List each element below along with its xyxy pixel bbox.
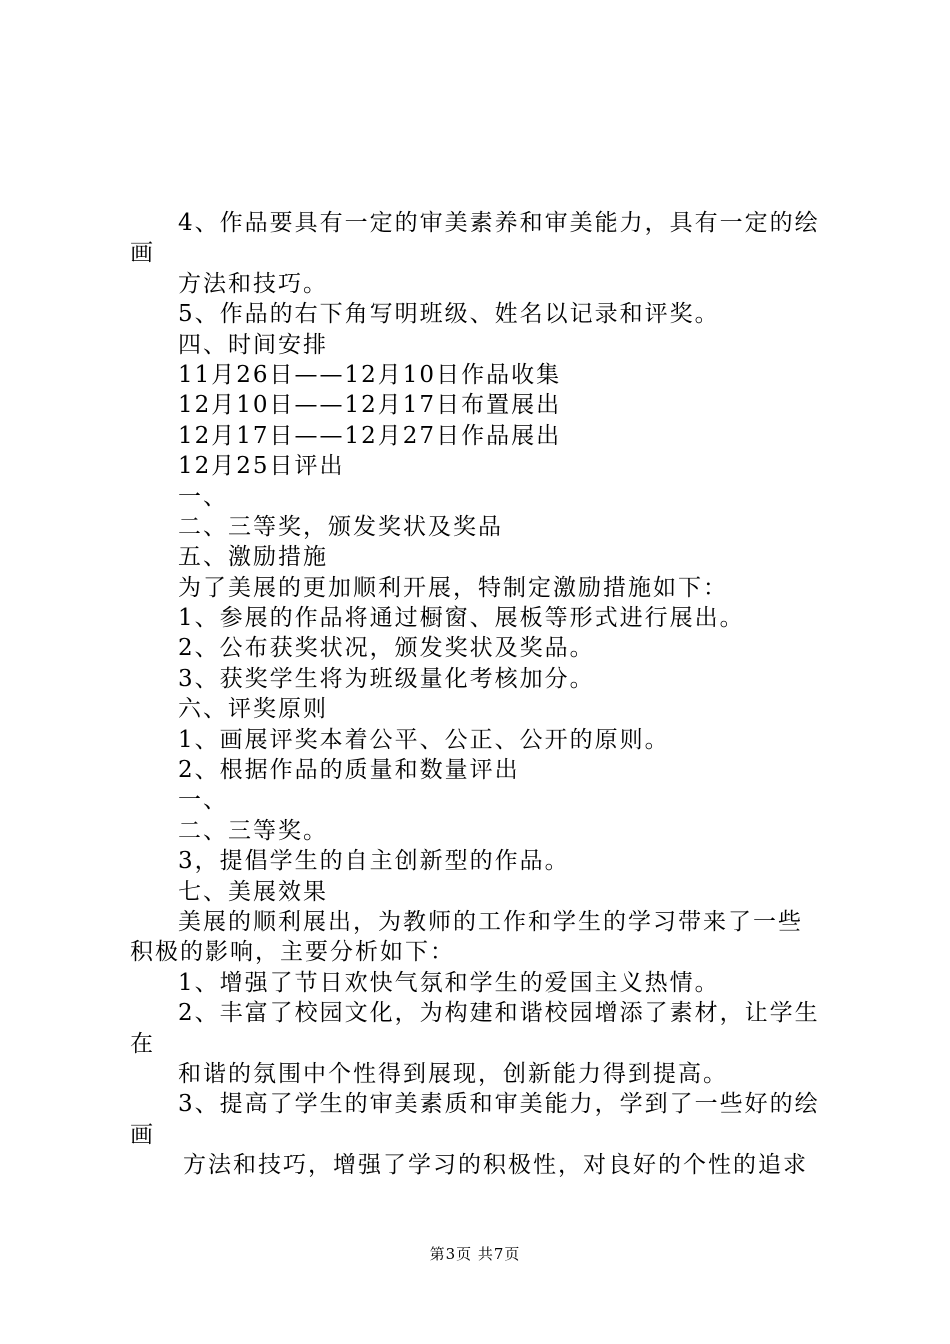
- text-line: 二、三等奖。: [178, 817, 328, 844]
- text-line: 画: [130, 240, 155, 267]
- text-line: 画: [130, 1121, 155, 1148]
- text-line: 七、美展效果: [178, 878, 328, 905]
- text-line: 在: [130, 1030, 155, 1057]
- text-line: 积极的影响，主要分析如下：: [130, 939, 455, 966]
- text-line: 和谐的氛围中个性得到展现，创新能力得到提高。: [178, 1060, 728, 1087]
- text-line: 3、获奖学生将为班级量化考核加分。: [178, 665, 595, 692]
- text-line: 五、激励措施: [178, 544, 328, 571]
- text-line: 1、参展的作品将通过橱窗、展板等形式进行展出。: [178, 605, 745, 632]
- page-footer: 第3页 共7页: [429, 1245, 521, 1263]
- text-line: 12月10日——12月17日布置展出: [178, 392, 562, 419]
- text-line: 方法和技巧。: [178, 270, 328, 297]
- text-line: 美展的顺利展出，为教师的工作和学生的学习带来了一些: [178, 908, 803, 935]
- text-line: 1、增强了节日欢快气氛和学生的爱国主义热情。: [178, 969, 720, 996]
- text-line: 四、时间安排: [178, 331, 328, 358]
- text-line: 方法和技巧，增强了学习的积极性，对良好的个性的追求: [183, 1152, 808, 1179]
- text-line: 12月25日评出: [178, 453, 345, 480]
- text-line: 2、公布获奖状况，颁发奖状及奖品。: [178, 635, 595, 662]
- text-line: 11月26日——12月10日作品收集: [178, 361, 562, 388]
- document-body: [130, 208, 830, 1181]
- text-line: 六、评奖原则: [178, 696, 328, 723]
- text-line: 5、作品的右下角写明班级、姓名以记录和评奖。: [178, 301, 720, 328]
- text-line: 2、丰富了校园文化，为构建和谐校园增添了素材，让学生: [178, 1000, 820, 1027]
- text-line: 一、: [178, 483, 228, 510]
- text-line: 1、画展评奖本着公平、公正、公开的原则。: [178, 726, 670, 753]
- text-line: 3、提高了学生的审美素质和审美能力，学到了一些好的绘: [178, 1091, 820, 1118]
- text-line: 12月17日——12月27日作品展出: [178, 422, 562, 449]
- text-line: 一、: [178, 787, 228, 814]
- text-line: 3，提倡学生的自主创新型的作品。: [178, 848, 570, 875]
- text-line: 二、三等奖，颁发奖状及奖品: [178, 513, 503, 540]
- text-line: 4、作品要具有一定的审美素养和审美能力，具有一定的绘: [178, 210, 820, 236]
- text-line: 2、根据作品的质量和数量评出: [178, 757, 520, 784]
- text-line: 为了美展的更加顺利开展，特制定激励措施如下：: [178, 574, 728, 601]
